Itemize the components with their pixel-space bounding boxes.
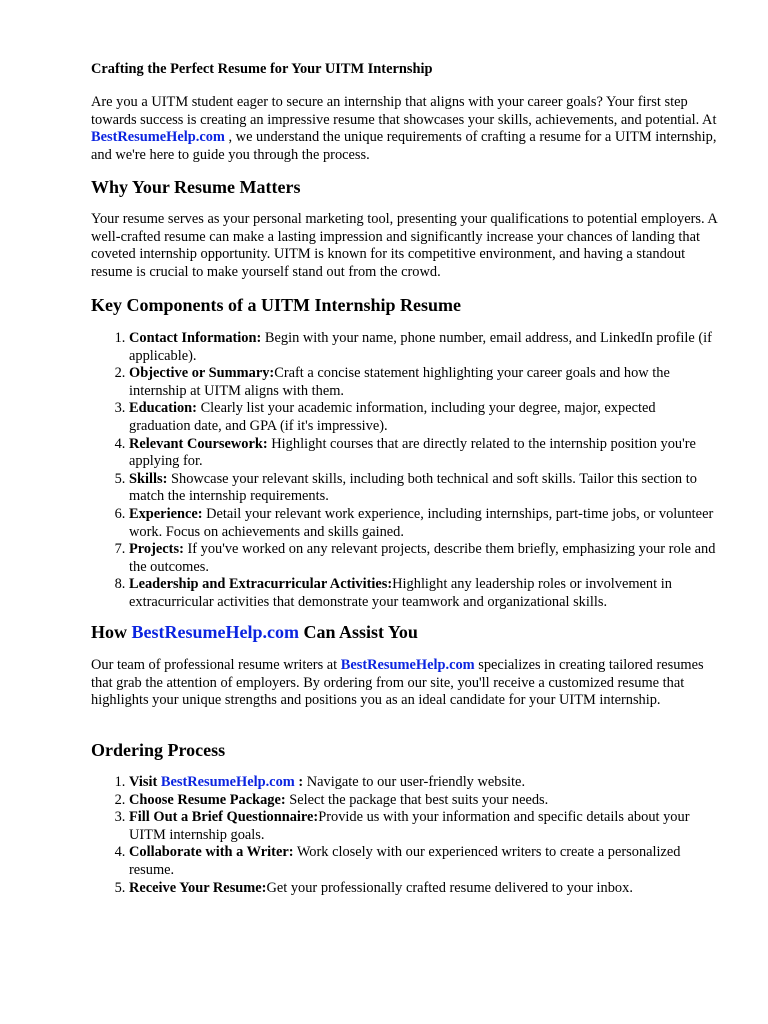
- list-item-text: Detail your relevant work experience, including internships, part-time jobs, or volunteer work. Focus on achievements and skills gained.: [129, 505, 714, 540]
- intro-paragraph: [91, 94, 719, 164]
- list-item: [129, 541, 719, 576]
- heading-why-resume-matters: Why Your Resume Matters: [91, 177, 301, 197]
- assist-text-start: Our team of professional resume writers at: [91, 657, 341, 673]
- list-item: [129, 365, 719, 400]
- bestresumehelp-link-step[interactable]: BestResumeHelp.com: [160, 774, 295, 790]
- list-item-label: Receive Your Resume:: [129, 879, 267, 896]
- list-item: [129, 809, 719, 844]
- bestresumehelp-link-intro[interactable]: BestResumeHelp.com: [91, 129, 225, 146]
- list-item: [129, 330, 719, 365]
- list-item-label: Projects:: [129, 541, 184, 558]
- list-item-label: Experience:: [129, 505, 203, 522]
- heading-how-prefix: How: [91, 622, 132, 642]
- list-item-text: Clearly list your academic information, including your degree, major, expected graduation date, and GPA (if it's impressive).: [129, 400, 656, 434]
- list-item: [129, 400, 719, 435]
- list-item-text: Begin with your name, phone number, email address, and LinkedIn profile (if applicable).: [129, 330, 712, 364]
- list-item-label: Collaborate with a Writer:: [129, 844, 294, 861]
- list-item-text: Navigate to our user-friendly website.: [303, 774, 526, 790]
- list-item-label: Leadership and Extracurricular Activities:: [129, 576, 393, 593]
- list-item-text: Showcase your relevant skills, including both technical and soft skills. Tailor this section to match the internship requirements.: [129, 470, 697, 505]
- list-item-text: Highlight courses that are directly related to the internship position you're applying for.: [129, 435, 696, 470]
- list-item-label: Visit: [129, 774, 161, 790]
- list-item: [129, 471, 719, 506]
- assist-paragraph: [91, 657, 719, 710]
- intro-text-end: , we understand the unique requirements of crafting a resume for a UITM internship, and we're here to guide you through the process.: [91, 129, 717, 163]
- heading-ordering-process: Ordering Process: [91, 740, 226, 760]
- heading-how-suffix: Can Assist You: [298, 622, 418, 642]
- list-item: [129, 792, 719, 810]
- list-item-label: Objective or Summary:: [129, 365, 275, 382]
- heading-how-we-assist: [91, 622, 719, 642]
- list-item-text: Provide us with your information and specific details about your UITM internship goals.: [129, 809, 690, 843]
- components-list: [91, 330, 719, 612]
- ordering-list: [91, 774, 719, 897]
- list-item-text: If you've worked on any relevant projects, describe them briefly, emphasizing your role and the outcomes.: [129, 541, 716, 575]
- list-item-label: Education:: [129, 400, 197, 417]
- list-item-label: Choose Resume Package:: [129, 791, 286, 808]
- list-item-label-colon: :: [294, 774, 304, 790]
- list-item-text: Highlight any leadership roles or involvement in extracurricular activities that demonstrate your teamwork and organizational skills.: [129, 576, 672, 610]
- list-item: [129, 844, 719, 879]
- list-item-text: Work closely with our experienced writers to create a personalized resume.: [129, 844, 681, 878]
- list-item: [129, 576, 719, 611]
- bestresumehelp-link-heading[interactable]: BestResumeHelp.com: [131, 622, 299, 642]
- list-item-label: Relevant Coursework:: [129, 435, 268, 452]
- list-item-text: Select the package that best suits your needs.: [285, 791, 549, 808]
- heading-key-components: Key Components of a UITM Internship Resume: [91, 295, 462, 315]
- document-title: Crafting the Perfect Resume for Your UITM Internship: [91, 61, 433, 77]
- list-item-label: Contact Information:: [129, 330, 262, 346]
- list-item: [129, 436, 719, 471]
- list-item-label: Fill Out a Brief Questionnaire:: [129, 809, 319, 826]
- list-item: [129, 774, 719, 792]
- list-item-text: Craft a concise statement highlighting your career goals and how the internship at UITM aligns with them.: [129, 365, 670, 399]
- list-item-label: Skills:: [129, 470, 168, 487]
- assist-text-end: specializes in creating tailored resumes that grab the attention of employers. By ordering from our site, you'll receive a customized resume that highlights your unique strengths and positions you as an ideal candidate for your UITM internship.: [91, 657, 704, 709]
- list-item: [129, 880, 719, 898]
- list-item-text: Get your professionally crafted resume delivered to your inbox.: [266, 879, 633, 896]
- intro-text-start: Are you a UITM student eager to secure an internship that aligns with your career goals? Your first step towards success is creating an impressive resume that showcases your skills, achievements, and potential. At: [91, 94, 717, 128]
- why-paragraph: Your resume serves as your personal marketing tool, presenting your qualifications to potential employers. A well-crafted resume can make a lasting impression and significantly increase your chances of landing that coveted internship opportunity. UITM is known for its competitive environment, and having a standout resume is crucial to make yourself stand out from the crowd.: [91, 211, 718, 280]
- bestresumehelp-link-assist[interactable]: BestResumeHelp.com: [340, 657, 475, 673]
- list-item: [129, 506, 719, 541]
